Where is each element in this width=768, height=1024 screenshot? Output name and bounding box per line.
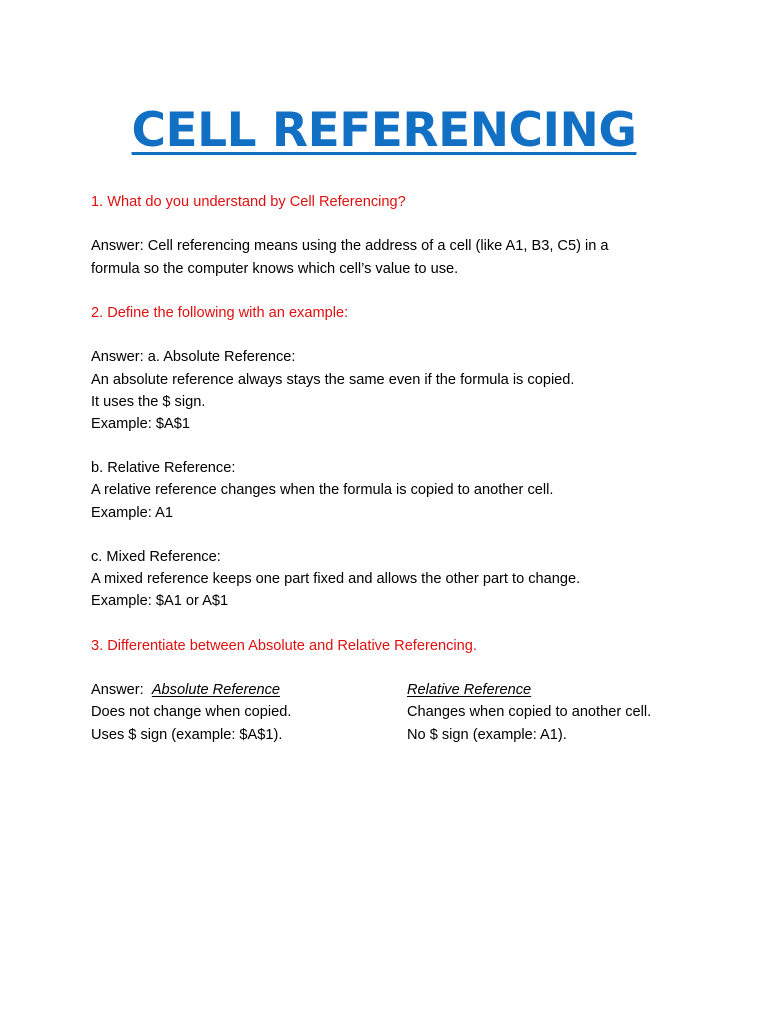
mixed-reference-line: A mixed reference keeps one part fixed and allows the other part to change. [91, 571, 581, 588]
relative-reference-line: b. Relative Reference: [91, 460, 236, 477]
answer-1-line: formula so the computer knows which cell’s value to use. [91, 260, 459, 277]
absolute-reference-line: Answer: a. Absolute Reference: [91, 349, 296, 366]
relative-reference-example: Example: A1 [91, 504, 173, 521]
relative-reference-line: A relative reference changes when the formula is copied to another cell. [91, 482, 554, 499]
spacer [91, 280, 691, 302]
absolute-reference-example: Example: $A$1 [91, 415, 190, 432]
spacer [91, 524, 691, 546]
answer-1-line: Answer: Cell referencing means using the address of a cell (like A1, B3, C5) in a [91, 238, 609, 255]
absolute-reference-cell: Uses $ sign (example: $A$1). [91, 726, 283, 743]
comparison-header-row [91, 679, 691, 701]
comparison-row [91, 701, 691, 723]
page-title [0, 100, 768, 162]
document-body [91, 191, 691, 746]
spacer [91, 657, 691, 679]
spacer [91, 613, 691, 635]
page-title-text: CELL REFERENCING [131, 103, 637, 158]
absolute-reference-cell: Does not change when copied. [91, 704, 292, 721]
question-3: 3. Differentiate between Absolute and Relative Referencing. [91, 637, 477, 654]
question-1: 1. What do you understand by Cell Referencing? [91, 194, 406, 210]
mixed-reference-example: Example: $A1 or A$1 [91, 593, 229, 610]
relative-reference-heading: Relative Reference [407, 682, 532, 699]
comparison-left-heading [91, 679, 280, 701]
spacer [91, 324, 691, 346]
mixed-reference-line: c. Mixed Reference: [91, 549, 221, 565]
absolute-reference-line: It uses the $ sign. [91, 393, 206, 410]
absolute-reference-line: An absolute reference always stays the same even if the formula is copied. [91, 371, 575, 388]
relative-reference-cell: Changes when copied to another cell. [407, 704, 652, 721]
absolute-reference-heading: Absolute Reference [151, 682, 281, 699]
relative-reference-cell: No $ sign (example: A1). [407, 726, 567, 743]
spacer [91, 435, 691, 457]
question-2: 2. Define the following with an example: [91, 304, 349, 321]
answer-prefix: Answer: [91, 682, 152, 699]
spacer [91, 213, 691, 235]
comparison-row [91, 724, 691, 746]
